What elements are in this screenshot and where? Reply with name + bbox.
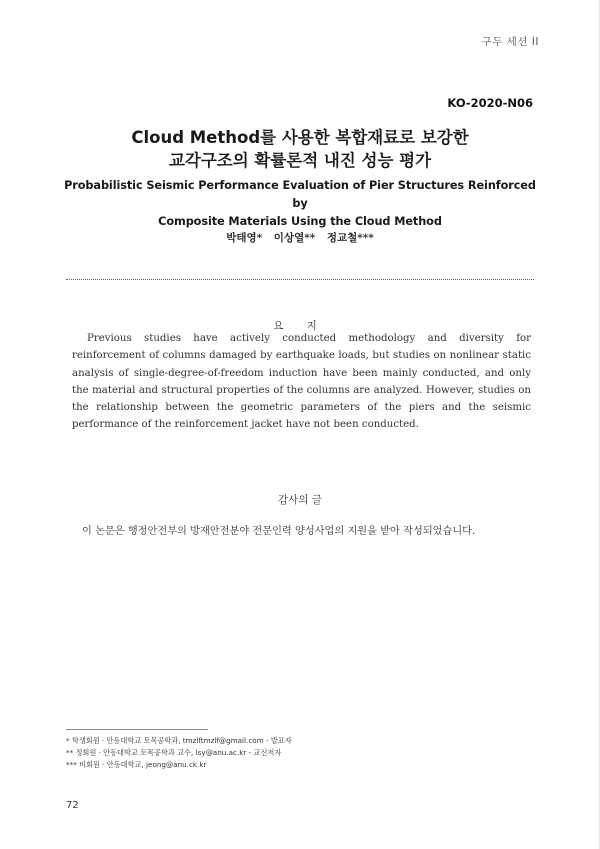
footnote-3: *** 비회원 · 안동대학교, jeong@anu.ck.kr — [66, 760, 207, 769]
author-list — [60, 230, 540, 245]
abstract-body: Previous studies have actively conducted methodology and diversity for reinforcement of columns damaged by earthquake loads, but studies on nonlinear static analysis of single-degree-of-freedom induction have been mainly conducted, and only the material and structural properties of the columns are analyzed. However, studies on the relationship between the geometric parameters of the piers and the seismic performance of the reinforcement jacket have not been conducted. — [72, 333, 531, 431]
acknowledgement-body: 이 논문은 행정안전부의 방재안전분야 전문인력 양성사업의 지원을 받아 작성되었습니다. — [82, 526, 476, 537]
footnote-1: * 학생회원 · 안동대학교 토목공학과, tmzlftmzlf@gmail.com - 발표자 — [66, 736, 292, 745]
english-title — [60, 177, 540, 231]
author-3: 정교철*** — [326, 232, 374, 244]
paper-code: KO-2020-N06 — [447, 96, 533, 110]
footnote-2: ** 정회원 · 안동대학교 토목공학과 교수, lsy@anu.ac.kr - 교신저자 — [66, 748, 282, 757]
english-title-line-2: Composite Materials Using the Cloud Method — [158, 215, 442, 228]
footnote-list — [66, 735, 292, 771]
abstract-heading: 요 지 — [273, 320, 327, 332]
acknowledgement-heading: 감사의 글 — [278, 494, 322, 506]
page-number: 72 — [66, 800, 79, 811]
author-2: 이상열** — [273, 232, 316, 244]
session-label: 구두 세션 II — [481, 36, 539, 48]
english-title-line-1: Probabilistic Seismic Performance Evaluation of Pier Structures Reinforced by — [64, 179, 536, 210]
dotted-divider — [66, 279, 534, 280]
author-1: 박태영* — [226, 232, 263, 244]
korean-title-line-1: Cloud Method를 사용한 복합재료로 보강한 — [131, 128, 469, 147]
korean-title — [60, 126, 540, 172]
korean-title-line-2: 교각구조의 확률론적 내진 성능 평가 — [168, 151, 432, 170]
footnote-divider — [66, 729, 208, 730]
